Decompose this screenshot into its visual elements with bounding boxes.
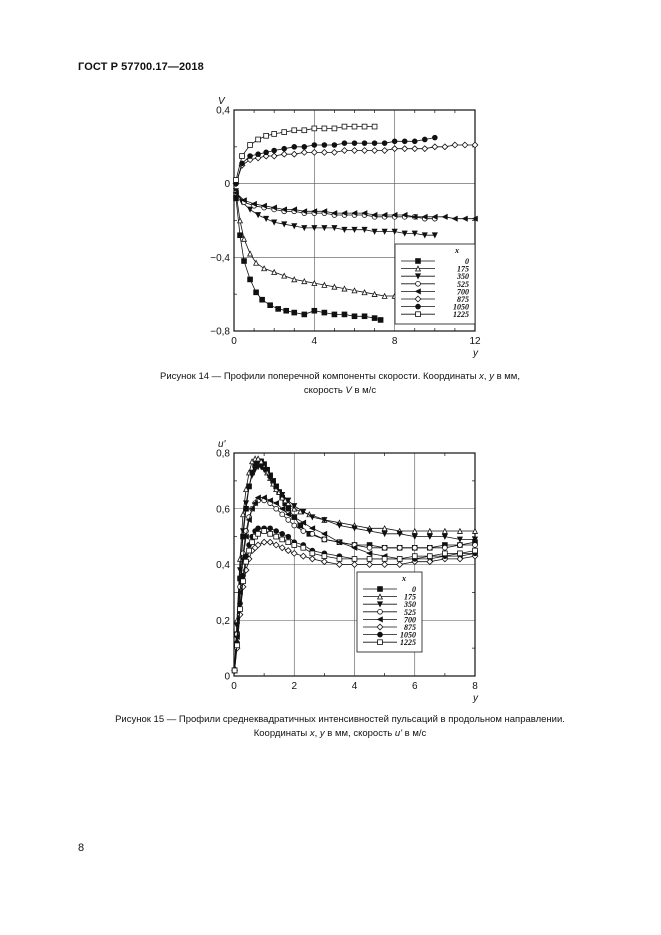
data-point (286, 518, 291, 523)
data-point (322, 554, 327, 559)
x-tick-label: 2 (291, 681, 298, 692)
caption-var-u: u' (394, 728, 403, 739)
legend-title: x (402, 574, 406, 583)
data-point (309, 556, 315, 562)
data-point (274, 501, 279, 506)
data-point (473, 543, 478, 548)
data-point (286, 506, 291, 511)
legend-label: 700 (404, 615, 416, 625)
data-point (367, 551, 372, 556)
data-point (256, 526, 261, 531)
x-tick-label: 6 (411, 681, 418, 692)
caption-text: Рисунок 14 — Профили поперечной компоненты скорости. Координаты (160, 371, 480, 382)
y-axis-label: u' (218, 439, 226, 450)
legend-label: 350 (457, 272, 469, 282)
data-point (412, 545, 417, 550)
caption-text: в мм, (493, 371, 520, 382)
series-350 (232, 465, 477, 673)
x-tick-label: 0 (231, 336, 237, 347)
caption-text: в мм, скорость (324, 728, 395, 739)
data-point (427, 554, 432, 559)
data-point (285, 548, 291, 554)
caption-var-y: y (319, 728, 325, 739)
data-point (274, 529, 279, 534)
data-point (427, 545, 432, 550)
legend-label: 700 (457, 287, 469, 297)
data-point (273, 542, 279, 548)
y-tick-label: 0,8 (216, 448, 230, 460)
legend-label: 525 (457, 279, 469, 289)
legend-label: 350 (404, 600, 416, 610)
data-point (286, 540, 291, 545)
legend-label: 0 (465, 257, 469, 266)
caption-var-x: x (309, 728, 315, 739)
data-point (292, 523, 297, 528)
legend (357, 572, 422, 652)
data-point (268, 526, 273, 531)
caption-var-x: x (479, 371, 484, 382)
series-700 (232, 495, 477, 673)
data-point (262, 529, 267, 534)
data-point (382, 557, 387, 562)
data-point (286, 534, 291, 539)
legend-label: 1225 (453, 310, 469, 320)
data-point (397, 557, 402, 562)
data-point (274, 506, 279, 511)
data-point (352, 562, 358, 568)
data-point (337, 557, 342, 562)
y-tick-label: 0,6 (216, 504, 230, 516)
data-point (322, 531, 327, 536)
data-point (241, 573, 246, 578)
x-axis-label: y (473, 693, 478, 704)
data-point (292, 543, 297, 548)
data-point (382, 545, 387, 550)
legend-title: x (455, 246, 459, 255)
caption-text: в м/с (351, 385, 377, 396)
caption-text: в м/с (402, 728, 427, 739)
data-point (337, 562, 343, 568)
data-point (232, 668, 237, 673)
legend-label: 1050 (453, 302, 469, 312)
data-point (280, 531, 285, 536)
data-point (458, 551, 463, 556)
page-number: 8 (78, 842, 85, 854)
y-tick-label: 0,4 (216, 105, 230, 117)
x-tick-label: 4 (311, 336, 318, 347)
data-point (442, 545, 447, 550)
data-point (298, 523, 303, 528)
legend-marker (378, 587, 383, 592)
data-point (397, 562, 403, 568)
legend-label: 875 (457, 295, 469, 304)
series-1225 (232, 529, 477, 673)
legend-label: 1225 (400, 638, 416, 648)
data-point (300, 553, 306, 559)
y-tick-label: 0 (224, 179, 230, 191)
data-point (367, 545, 372, 550)
data-point (310, 526, 315, 531)
data-point (442, 551, 447, 556)
data-point (322, 537, 327, 542)
data-point (274, 534, 279, 539)
x-tick-label: 8 (472, 681, 478, 692)
data-point (280, 537, 285, 542)
x-tick-label: 0 (231, 681, 237, 692)
data-point (241, 579, 246, 584)
y-tick-label: −0,4 (210, 252, 230, 264)
caption-sep: , (314, 728, 320, 739)
y-tick-label: 0,4 (216, 560, 230, 571)
y-tick-label: 0,2 (216, 615, 230, 627)
x-tick-label: 8 (391, 336, 398, 347)
x-axis-label: y (473, 348, 478, 359)
caption-sep: , (483, 371, 490, 382)
data-point (458, 543, 463, 548)
legend-marker (378, 640, 383, 645)
data-point (291, 550, 297, 556)
data-point (367, 557, 372, 562)
data-point (310, 551, 315, 556)
data-point (256, 531, 261, 536)
legend-marker (378, 632, 383, 637)
legend-label: 0 (412, 585, 416, 594)
legend-marker (378, 609, 383, 614)
caption-var-y: y (489, 371, 494, 382)
caption-text: скорость (303, 385, 346, 396)
y-axis-label: V (218, 96, 225, 107)
data-point (244, 559, 249, 564)
legend-label: 175 (404, 592, 416, 602)
data-point (473, 548, 478, 553)
data-point (382, 562, 388, 568)
data-point (268, 531, 273, 536)
legend-label: 175 (457, 264, 469, 274)
y-tick-label: −0,8 (210, 326, 230, 338)
caption-var-v: V (345, 385, 352, 396)
legend-label: 875 (404, 623, 416, 632)
data-point (301, 529, 306, 534)
data-point (261, 539, 267, 545)
data-point (267, 539, 273, 545)
caption-text: Координаты (253, 728, 310, 739)
legend-label: 1050 (400, 630, 416, 640)
data-point (412, 554, 417, 559)
data-point (247, 548, 252, 553)
data-point (321, 559, 327, 565)
figure-15-caption (70, 713, 610, 741)
data-point (250, 540, 255, 545)
data-point (310, 531, 315, 536)
data-point (301, 545, 306, 550)
data-point (238, 607, 243, 612)
data-point (367, 562, 373, 568)
x-tick-label: 12 (469, 336, 481, 347)
x-tick-label: 4 (351, 681, 358, 692)
data-point (280, 512, 285, 517)
document-header: ГОСТ Р 57700.17—2018 (78, 61, 204, 73)
y-tick-label: 0 (224, 671, 230, 683)
data-point (279, 545, 285, 551)
data-point (397, 545, 402, 550)
legend-label: 525 (404, 607, 416, 617)
data-point (352, 557, 357, 562)
data-point (235, 643, 240, 648)
caption-text: Рисунок 15 — Профили среднеквадратичных интенсивностей пульсаций в продольном направлении. (115, 714, 565, 725)
